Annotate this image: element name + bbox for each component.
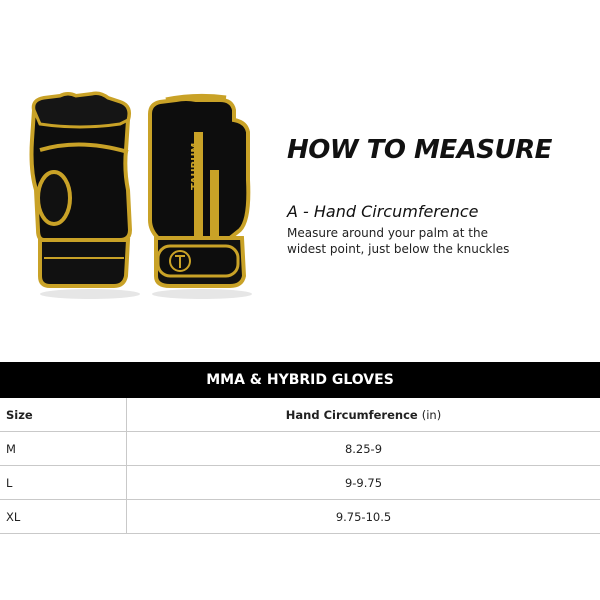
size-chart-table <box>0 398 600 534</box>
hand-circumference-column-header <box>127 398 600 432</box>
gloves-product-image <box>20 80 270 320</box>
left-glove <box>32 94 131 287</box>
hand-circumference-label: Hand Circumference <box>285 407 418 422</box>
circumference-cell: 8.25-9 <box>127 432 600 466</box>
size-cell: L <box>0 466 127 500</box>
brand-mark: TAURUM <box>190 142 201 190</box>
size-column-header: Size <box>0 398 127 432</box>
circumference-cell: 9.75-10.5 <box>127 500 600 534</box>
section-subtitle: A - Hand Circumference <box>287 202 479 221</box>
table-row <box>0 500 600 534</box>
table-header-row <box>0 398 600 432</box>
table-row <box>0 466 600 500</box>
measure-instructions: Measure around your palm at the widest point, just below the knuckles <box>287 226 510 256</box>
table-row <box>0 432 600 466</box>
circumference-cell: 9-9.75 <box>127 466 600 500</box>
right-glove <box>150 96 248 286</box>
table-title: MMA & HYBRID GLOVES <box>0 362 600 398</box>
size-cell: XL <box>0 500 127 534</box>
page-title: HOW TO MEASURE <box>287 135 552 165</box>
size-cell: M <box>0 432 127 466</box>
unit-label: (in) <box>421 407 442 422</box>
